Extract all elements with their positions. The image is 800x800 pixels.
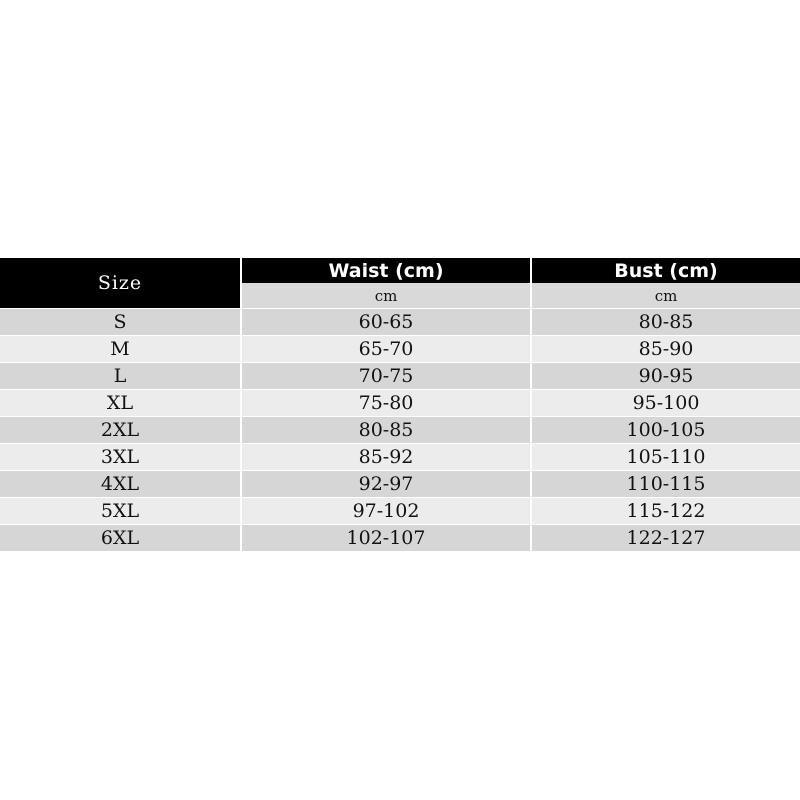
waist-cell: 97-102 [240, 497, 530, 524]
waist-cell: 70-75 [240, 362, 530, 389]
bust-cell: 115-122 [530, 497, 800, 524]
bust-cell: 80-85 [530, 308, 800, 335]
bust-cell: 110-115 [530, 470, 800, 497]
size-column-header: Size [0, 258, 240, 308]
size-cell: 5XL [0, 497, 240, 524]
table-row [0, 308, 800, 335]
bust-cell: 122-127 [530, 524, 800, 551]
size-cell: 4XL [0, 470, 240, 497]
bust-unit-label: cm [530, 283, 800, 308]
table-row [0, 443, 800, 470]
table-row [0, 416, 800, 443]
table-row [0, 389, 800, 416]
bust-cell: 105-110 [530, 443, 800, 470]
waist-cell: 92-97 [240, 470, 530, 497]
header-row [0, 258, 800, 283]
bust-cell: 85-90 [530, 335, 800, 362]
waist-unit-label: cm [240, 283, 530, 308]
size-chart-table [0, 258, 800, 551]
waist-cell: 85-92 [240, 443, 530, 470]
size-cell: S [0, 308, 240, 335]
waist-column-header: Waist (cm) [240, 258, 530, 283]
size-cell: 6XL [0, 524, 240, 551]
table-row [0, 335, 800, 362]
bust-cell: 95-100 [530, 389, 800, 416]
waist-cell: 80-85 [240, 416, 530, 443]
bust-cell: 90-95 [530, 362, 800, 389]
table-row [0, 362, 800, 389]
table-row [0, 524, 800, 551]
bust-column-header: Bust (cm) [530, 258, 800, 283]
table-row [0, 470, 800, 497]
size-cell: 3XL [0, 443, 240, 470]
table-row [0, 497, 800, 524]
waist-cell: 102-107 [240, 524, 530, 551]
waist-cell: 60-65 [240, 308, 530, 335]
size-cell: XL [0, 389, 240, 416]
size-cell: M [0, 335, 240, 362]
bust-cell: 100-105 [530, 416, 800, 443]
size-cell: 2XL [0, 416, 240, 443]
waist-cell: 75-80 [240, 389, 530, 416]
size-cell: L [0, 362, 240, 389]
waist-cell: 65-70 [240, 335, 530, 362]
